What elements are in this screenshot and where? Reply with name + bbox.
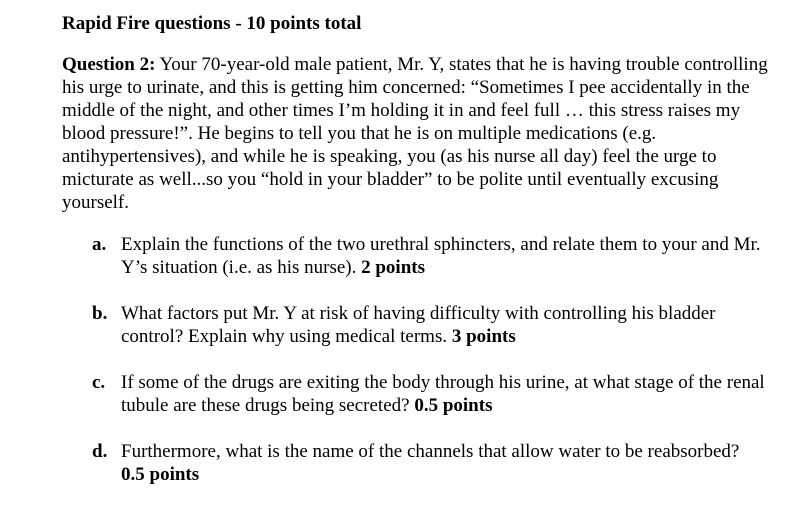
sub-question-letter: b. bbox=[92, 303, 108, 324]
sub-question-points: 0.5 points bbox=[121, 464, 200, 485]
sub-question-text: What factors put Mr. Y at risk of having difficulty with controlling his bladder control? Explain why using medical terms. bbox=[121, 303, 716, 347]
question-paragraph bbox=[62, 53, 782, 214]
sub-question-points: 2 points bbox=[361, 257, 425, 278]
question-text: Your 70-year-old male patient, Mr. Y, states that he is having trouble controlling his urge to urinate, and this is getting him concerned: “Sometimes I pee accidentally in the middle of the night, and other times I’m holding it in and feel full … this stress raises my blood pressure!”. He begins to tell you that he is on multiple medications (e.g. antihypertensives), and while he is speaking, you (as his nurse all day) feel the urge to micturate as well...so you “hold in your bladder” to be polite until eventually excusing yourself. bbox=[62, 54, 768, 213]
sub-question-text: Furthermore, what is the name of the channels that allow water to be reabsorbed? bbox=[121, 441, 740, 462]
question-label: Question 2: bbox=[62, 54, 156, 75]
sub-question-c bbox=[62, 371, 782, 417]
section-heading: Rapid Fire questions - 10 points total bbox=[62, 13, 362, 34]
sub-question-text: Explain the functions of the two urethral sphincters, and relate them to your and Mr. Y’s situation (i.e. as his nurse). bbox=[121, 234, 761, 278]
sub-question-letter: c. bbox=[92, 372, 106, 393]
document-page bbox=[62, 12, 782, 486]
sub-question-text: If some of the drugs are exiting the body through his urine, at what stage of the renal tubule are these drugs being secreted? bbox=[121, 372, 765, 416]
sub-question-a bbox=[62, 233, 782, 279]
sub-question-list bbox=[62, 233, 782, 486]
sub-question-points: 0.5 points bbox=[414, 395, 493, 416]
sub-question-b bbox=[62, 302, 782, 348]
sub-question-letter: d. bbox=[92, 441, 108, 462]
sub-question-d bbox=[62, 440, 782, 486]
sub-question-points: 3 points bbox=[451, 326, 516, 347]
sub-question-letter: a. bbox=[92, 234, 107, 255]
